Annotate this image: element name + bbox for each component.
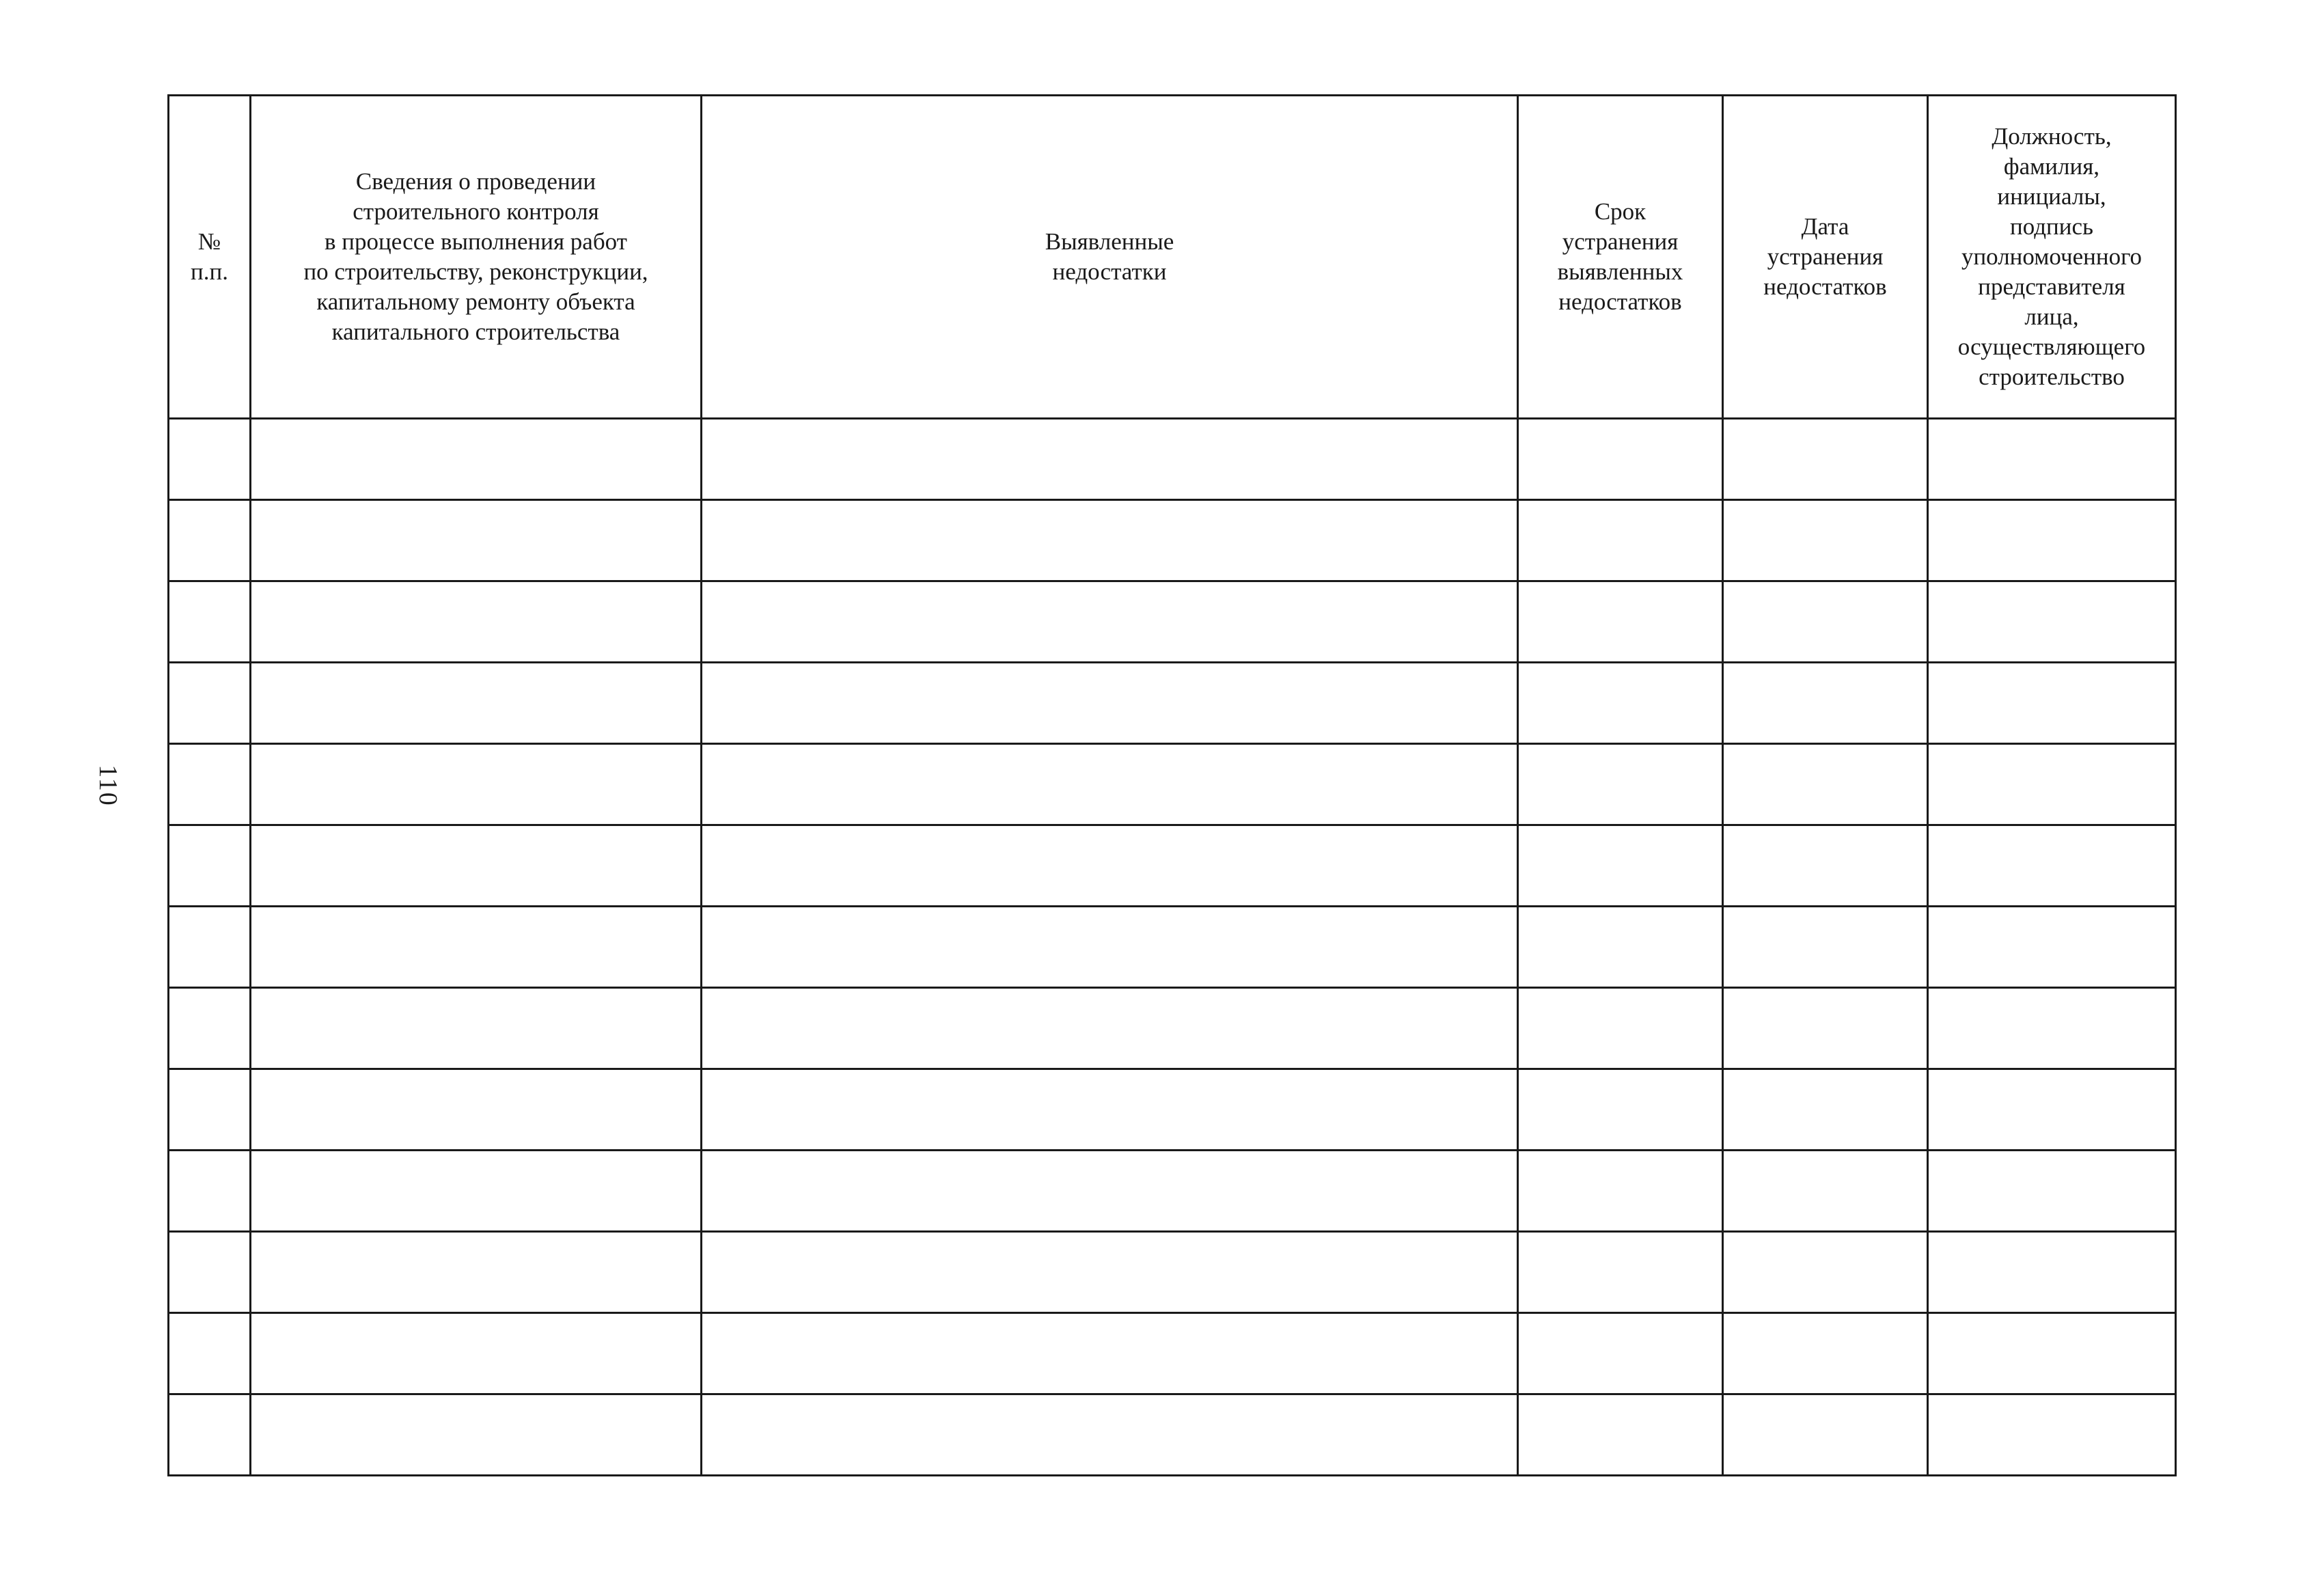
table-cell[interactable] [1518,419,1723,500]
table-cell[interactable] [1928,825,2176,907]
table-cell[interactable] [1723,663,1928,744]
table-row [169,663,2176,744]
header-defects-found: Выявленные недостатки [702,96,1518,419]
table-row [169,907,2176,988]
table-cell[interactable] [702,1232,1518,1313]
table-row [169,1069,2176,1151]
table-cell[interactable] [251,988,702,1069]
table-cell[interactable] [251,1151,702,1232]
table-cell[interactable] [702,825,1518,907]
table-row [169,1151,2176,1232]
table-header [169,96,2176,419]
table-cell[interactable] [251,825,702,907]
table-cell[interactable] [1723,581,1928,663]
table-cell[interactable] [1928,1069,2176,1151]
table-cell[interactable] [1518,1151,1723,1232]
table-cell[interactable] [169,1232,251,1313]
table-cell[interactable] [1928,1232,2176,1313]
table-cell[interactable] [702,1069,1518,1151]
table-cell[interactable] [251,1313,702,1394]
table-cell[interactable] [702,1151,1518,1232]
table-cell[interactable] [1928,419,2176,500]
table-cell[interactable] [1723,1232,1928,1313]
table-cell[interactable] [1518,825,1723,907]
table-cell[interactable] [1518,581,1723,663]
header-fix-deadline: Срок устранения выявленных недостатков [1518,96,1723,419]
table-row [169,419,2176,500]
table-cell[interactable] [1928,907,2176,988]
table-cell[interactable] [702,907,1518,988]
table-cell[interactable] [702,500,1518,581]
table-cell[interactable] [1928,744,2176,825]
table-cell[interactable] [1928,663,2176,744]
table-cell[interactable] [1928,581,2176,663]
table-row [169,988,2176,1069]
table-cell[interactable] [169,825,251,907]
table-cell[interactable] [702,581,1518,663]
table-cell[interactable] [169,419,251,500]
table-cell[interactable] [169,744,251,825]
table-cell[interactable] [169,907,251,988]
table-cell[interactable] [169,988,251,1069]
table-cell[interactable] [169,1313,251,1394]
table-body [169,419,2176,1476]
table-cell[interactable] [1723,1069,1928,1151]
table-cell[interactable] [1928,988,2176,1069]
table-cell[interactable] [251,500,702,581]
table-cell[interactable] [169,1151,251,1232]
inspection-log-table [167,94,2177,1476]
table-cell[interactable] [251,1069,702,1151]
table-cell[interactable] [702,744,1518,825]
table-cell[interactable] [1723,419,1928,500]
table-cell[interactable] [251,1232,702,1313]
table-row [169,1313,2176,1394]
table-cell[interactable] [1518,744,1723,825]
table-cell[interactable] [169,500,251,581]
table-cell[interactable] [169,581,251,663]
table-cell[interactable] [1723,1394,1928,1476]
table-cell[interactable] [1518,663,1723,744]
table-cell[interactable] [702,988,1518,1069]
table-cell[interactable] [1518,988,1723,1069]
table-cell[interactable] [702,1313,1518,1394]
table-cell[interactable] [1723,744,1928,825]
table-cell[interactable] [251,581,702,663]
header-representative: Должность, фамилия, инициалы, подпись уполномоченного представителя лица, осуществляющего строительство [1928,96,2176,419]
header-fix-date: Дата устранения недостатков [1723,96,1928,419]
table-cell[interactable] [1928,1394,2176,1476]
table-row [169,500,2176,581]
table-cell[interactable] [1723,988,1928,1069]
table-cell[interactable] [1518,500,1723,581]
table-row [169,825,2176,907]
table-cell[interactable] [1518,907,1723,988]
table-row [169,1394,2176,1476]
table-cell[interactable] [169,1394,251,1476]
table-cell[interactable] [1928,500,2176,581]
table-cell[interactable] [251,907,702,988]
table-cell[interactable] [251,1394,702,1476]
table-cell[interactable] [251,419,702,500]
table-cell[interactable] [169,1069,251,1151]
table-cell[interactable] [1723,907,1928,988]
table-cell[interactable] [251,663,702,744]
table-cell[interactable] [169,663,251,744]
table-cell[interactable] [251,744,702,825]
table-cell[interactable] [1723,825,1928,907]
table-cell[interactable] [1518,1232,1723,1313]
table-row [169,1232,2176,1313]
page-number: 110 [94,765,122,807]
table-cell[interactable] [1928,1151,2176,1232]
table-cell[interactable] [1723,500,1928,581]
header-row [169,96,2176,419]
table-row [169,581,2176,663]
table-row [169,744,2176,825]
header-number: № п.п. [169,96,251,419]
table-cell[interactable] [1518,1394,1723,1476]
header-control-info: Сведения о проведении строительного контроля в процессе выполнения работ по строительству, реконструкции, капитальному ремонту объекта капитального строительства [251,96,702,419]
table-cell[interactable] [702,663,1518,744]
table-cell[interactable] [1928,1313,2176,1394]
table-cell[interactable] [1723,1313,1928,1394]
table-cell[interactable] [1518,1069,1723,1151]
table-cell[interactable] [1518,1313,1723,1394]
table-cell[interactable] [702,419,1518,500]
table-cell[interactable] [1723,1151,1928,1232]
table-cell[interactable] [702,1394,1518,1476]
